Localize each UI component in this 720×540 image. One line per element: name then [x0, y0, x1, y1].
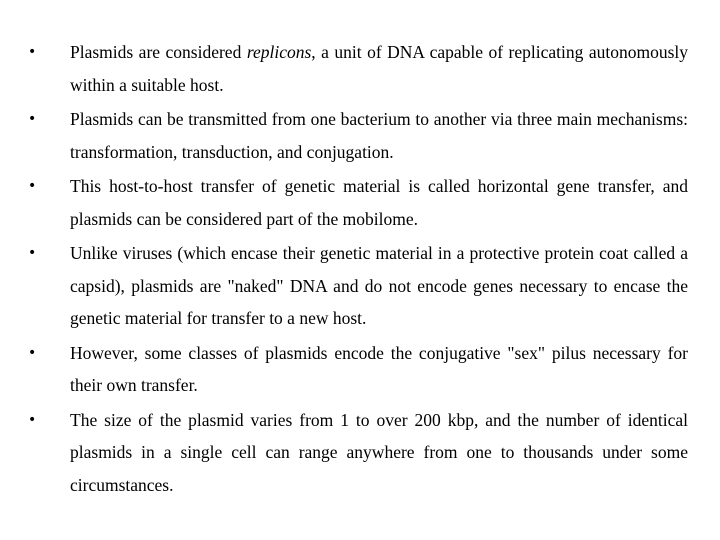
- bullet-text: The size of the plasmid varies from 1 to over 200 kbp, and the number of identical plasmids in a single cell can range anywhere from one to thousands under some circumstances.: [70, 409, 688, 495]
- bullet-icon: •: [28, 111, 37, 127]
- bullet-item-horizontal-transfer: [28, 170, 688, 235]
- bullet-icon: •: [28, 178, 37, 194]
- bullet-item-sex-pilus: [28, 337, 688, 402]
- bullet-text: This host-to-host transfer of genetic material is called horizontal gene transfer, and plasmids can be considered part of the mobilome.: [70, 176, 688, 229]
- bullet-text: Unlike viruses (which encase their genetic material in a protective protein coat called a capsid), plasmids are "naked" DNA and do not encode genes necessary to encase the genetic material for transfer to a new host.: [70, 243, 688, 328]
- bullet-icon: •: [28, 411, 37, 428]
- bullet-item-replicons: [28, 36, 688, 101]
- bullet-item-transmission: [28, 103, 688, 168]
- bullet-list: [28, 36, 688, 503]
- bullet-text: However, some classes of plasmids encode the conjugative "sex" pilus necessary for their own transfer.: [70, 342, 688, 395]
- bullet-icon: •: [28, 344, 37, 361]
- bullet-icon: •: [28, 245, 37, 261]
- bullet-item-plasmid-size: [28, 404, 688, 502]
- bullet-text-start: Plasmids are considered: [70, 42, 247, 62]
- bullet-text: Plasmids can be transmitted from one bacterium to another via three main mechanisms: transformation, transduction, and conjugation.: [70, 109, 688, 162]
- bullet-icon: •: [28, 44, 37, 60]
- bullet-text-end: , a unit of DNA capable of replicating autonomously within a suitable host.: [70, 42, 688, 95]
- bullet-text-emphasis: replicons: [246, 42, 312, 62]
- bullet-item-naked-dna: [28, 237, 688, 335]
